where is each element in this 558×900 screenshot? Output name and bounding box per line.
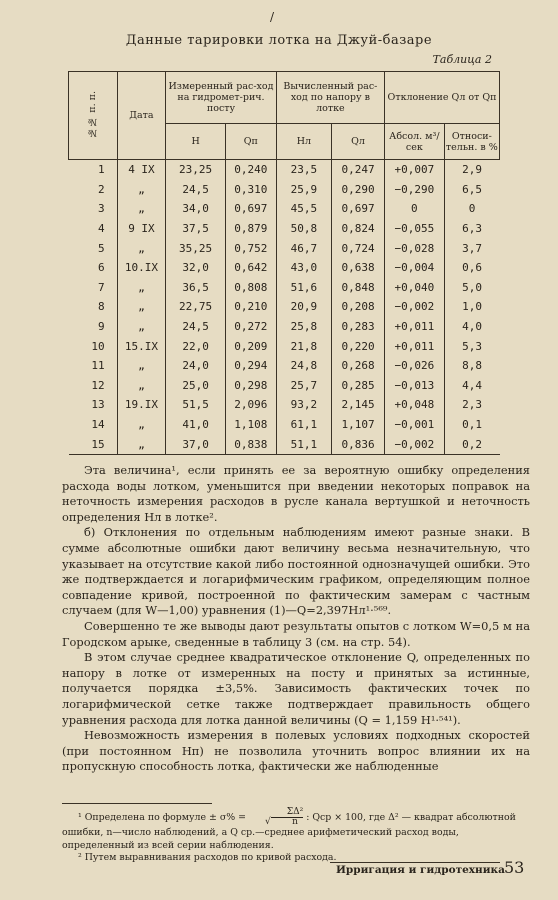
cell-Hl: 45,5 bbox=[276, 199, 331, 219]
table-label: Таблица 2 bbox=[432, 53, 492, 66]
cell-H: 41,0 bbox=[166, 415, 226, 435]
cell-rel: 0,1 bbox=[444, 415, 499, 435]
header-rel: Относи-тельн. в % bbox=[444, 124, 499, 160]
cell-n: 10 bbox=[91, 339, 105, 353]
cell-Hl: 20,9 bbox=[276, 297, 331, 317]
cell-Qp: 0,697 bbox=[225, 199, 276, 219]
cell-n: 3 bbox=[98, 202, 105, 216]
table-title: Данные тарировки лотка на Джуй-базаре bbox=[125, 33, 433, 48]
header-deviation: Отклонение Qл от Qп bbox=[385, 72, 500, 124]
header-date: Дата bbox=[117, 72, 166, 160]
cell-abs: −0,002 bbox=[385, 297, 445, 317]
formula-numerator: ΣΔ² bbox=[271, 808, 303, 818]
cell-Hl: 21,8 bbox=[276, 336, 331, 356]
footnote-1-start: ¹ Определена по формуле ± σ% = bbox=[78, 812, 246, 823]
cell-Hl: 61,1 bbox=[276, 415, 331, 435]
cell-Qp: 0,642 bbox=[225, 258, 276, 278]
cell-H: 22,0 bbox=[166, 336, 226, 356]
footnote-1 bbox=[62, 808, 530, 852]
cell-rel: 5,3 bbox=[444, 336, 499, 356]
cell-H: 23,25 bbox=[166, 160, 226, 180]
cell-H: 25,0 bbox=[166, 376, 226, 396]
paragraph: Совершенно те же выводы дают результаты опытов с лотком W=0,5 м на Городском арыке, сведенные в таблицу 3 (см. на стр. 54). bbox=[62, 618, 530, 649]
table-row bbox=[69, 336, 500, 356]
cell-abs: −0,013 bbox=[385, 376, 445, 396]
cell-Hl: 23,5 bbox=[276, 160, 331, 180]
cell-date: „ bbox=[117, 238, 166, 258]
table-body bbox=[69, 160, 500, 455]
cell-Hl: 25,8 bbox=[276, 317, 331, 337]
cell-H: 35,25 bbox=[166, 238, 226, 258]
cell-date: „ bbox=[117, 376, 166, 396]
cell-n: 2 bbox=[98, 182, 105, 196]
formula-denominator: n bbox=[292, 817, 298, 827]
cell-n: 9 bbox=[98, 320, 105, 334]
cell-Ql: 1,107 bbox=[332, 415, 385, 435]
cell-Hl: 50,8 bbox=[276, 219, 331, 239]
cell-rel: 6,5 bbox=[444, 180, 499, 200]
cell-H: 24,5 bbox=[166, 317, 226, 337]
table-row bbox=[69, 395, 500, 415]
cell-Ql: 0,697 bbox=[332, 199, 385, 219]
cell-date: 4 IX bbox=[117, 160, 166, 180]
cell-date: „ bbox=[117, 297, 166, 317]
cell-Ql: 0,268 bbox=[332, 356, 385, 376]
cell-H: 51,5 bbox=[166, 395, 226, 415]
cell-Qp: 0,240 bbox=[225, 160, 276, 180]
cell-abs: −0,001 bbox=[385, 415, 445, 435]
cell-abs: +0,007 bbox=[385, 160, 445, 180]
cell-Ql: 0,283 bbox=[332, 317, 385, 337]
cell-Qp: 0,209 bbox=[225, 336, 276, 356]
cell-rel: 4,0 bbox=[444, 317, 499, 337]
cell-abs: −0,002 bbox=[385, 434, 445, 454]
cell-Qp: 0,210 bbox=[225, 297, 276, 317]
cell-date: 19.IX bbox=[117, 395, 166, 415]
cell-Ql: 0,290 bbox=[332, 180, 385, 200]
header-measured: Измеренный рас-ход на гидромет-рич. посту bbox=[166, 72, 277, 124]
table-row bbox=[69, 180, 500, 200]
cell-Qp: 0,752 bbox=[225, 238, 276, 258]
cell-H: 24,0 bbox=[166, 356, 226, 376]
table-row bbox=[69, 258, 500, 278]
cell-date: „ bbox=[117, 180, 166, 200]
header-abs: Абсол. м³/сек bbox=[385, 124, 445, 160]
cell-Hl: 24,8 bbox=[276, 356, 331, 376]
cell-H: 36,5 bbox=[166, 278, 226, 298]
table-row bbox=[69, 297, 500, 317]
cell-abs: −0,004 bbox=[385, 258, 445, 278]
cell-Hl: 46,7 bbox=[276, 238, 331, 258]
cell-n: 11 bbox=[91, 359, 105, 373]
header-num: №№ п. п. bbox=[69, 72, 118, 160]
cell-Qp: 0,808 bbox=[225, 278, 276, 298]
cell-Hl: 25,9 bbox=[276, 180, 331, 200]
table-row bbox=[69, 278, 500, 298]
cell-n: 15 bbox=[69, 434, 118, 454]
cell-Qp: 0,838 bbox=[225, 434, 276, 454]
table-row bbox=[69, 199, 500, 219]
cell-rel: 0 bbox=[444, 199, 499, 219]
footnotes bbox=[62, 808, 530, 865]
data-table bbox=[68, 71, 500, 455]
cell-Ql: 0,220 bbox=[332, 336, 385, 356]
cell-n: 5 bbox=[98, 241, 105, 255]
cell-rel: 0,6 bbox=[444, 258, 499, 278]
cell-H: 34,0 bbox=[166, 199, 226, 219]
cell-n: 4 bbox=[98, 222, 105, 236]
cell-H: 37,5 bbox=[166, 219, 226, 239]
top-mark: / bbox=[270, 10, 275, 24]
table-row bbox=[69, 160, 500, 180]
cell-Hl: 43,0 bbox=[276, 258, 331, 278]
cell-Qp: 0,310 bbox=[225, 180, 276, 200]
cell-abs: −0,026 bbox=[385, 356, 445, 376]
cell-date: 15.IX bbox=[117, 336, 166, 356]
journal-name: Ирригация и гидротехника bbox=[336, 864, 505, 876]
cell-Qp: 0,294 bbox=[225, 356, 276, 376]
paragraph: Невозможность измерения в полевых условиях подходных скоростей (при постоянном Hп) не позволила уточнить вопрос влиянии их на пропускную способность лотка, фактически же наблюденные bbox=[62, 728, 530, 774]
cell-abs: +0,048 bbox=[385, 395, 445, 415]
cell-Ql: 0,848 bbox=[332, 278, 385, 298]
cell-Hl: 25,7 bbox=[276, 376, 331, 396]
cell-Ql: 0,208 bbox=[332, 297, 385, 317]
cell-date: „ bbox=[117, 199, 166, 219]
cell-rel: 0,2 bbox=[444, 434, 499, 454]
table-header bbox=[69, 72, 500, 160]
cell-Hl: 51,6 bbox=[276, 278, 331, 298]
cell-date: 9 IX bbox=[117, 219, 166, 239]
cell-Ql: 0,724 bbox=[332, 238, 385, 258]
cell-rel: 2,9 bbox=[444, 160, 499, 180]
header-computed: Вычисленный рас-ход по напору в лотке bbox=[276, 72, 384, 124]
cell-Ql: 0,285 bbox=[332, 376, 385, 396]
table-row bbox=[69, 376, 500, 396]
cell-Ql: 0,247 bbox=[332, 160, 385, 180]
body-text bbox=[62, 463, 530, 775]
cell-date: „ bbox=[117, 278, 166, 298]
cell-Qp: 1,108 bbox=[225, 415, 276, 435]
cell-Ql: 0,836 bbox=[332, 434, 385, 454]
footnote-divider bbox=[62, 803, 212, 804]
footnote-1-end: : Qср × 100, где Δ² — квадрат абсолютной ошибки, n—число наблюдений, а Q ср.—среднее арифметический расход воды, определенный из всей серии наблюдения. bbox=[62, 812, 516, 851]
cell-abs: −0,290 bbox=[385, 180, 445, 200]
table-row bbox=[69, 356, 500, 376]
cell-Qp: 0,272 bbox=[225, 317, 276, 337]
table-row bbox=[69, 238, 500, 258]
cell-abs: +0,011 bbox=[385, 317, 445, 337]
cell-date: „ bbox=[117, 317, 166, 337]
cell-rel: 2,3 bbox=[444, 395, 499, 415]
cell-date: 10.IX bbox=[117, 258, 166, 278]
cell-n: 13 bbox=[91, 398, 105, 412]
cell-H: 32,0 bbox=[166, 258, 226, 278]
paragraph: В этом случае среднее квадратическое отклонение Q, определенных по напору в лотке от измеренных на посту и принятых за истинные, получается порядка ±3,5%. Зависимость фактических точек по логарифмической сетке также подтверждает правильность общего уравнения расхода для лотка данной величины (Q = 1,159 H¹·⁵⁴¹). bbox=[62, 650, 530, 727]
footnote-2: ² Путем выравнивания расходов по кривой расхода. bbox=[78, 852, 337, 863]
cell-rel: 4,4 bbox=[444, 376, 499, 396]
page-number: 53 bbox=[504, 858, 525, 877]
cell-rel: 8,8 bbox=[444, 356, 499, 376]
cell-Ql: 0,638 bbox=[332, 258, 385, 278]
table-row bbox=[69, 219, 500, 239]
cell-Qp: 2,096 bbox=[225, 395, 276, 415]
cell-Qp: 0,879 bbox=[225, 219, 276, 239]
table-row bbox=[69, 317, 500, 337]
cell-n: 12 bbox=[91, 378, 105, 392]
cell-abs: 0 bbox=[385, 199, 445, 219]
cell-abs: −0,028 bbox=[385, 238, 445, 258]
cell-Ql: 0,824 bbox=[332, 219, 385, 239]
cell-Hl: 93,2 bbox=[276, 395, 331, 415]
header-qp: Qп bbox=[225, 124, 276, 160]
cell-date: „ bbox=[117, 415, 166, 435]
cell-H: 24,5 bbox=[166, 180, 226, 200]
journal-rule bbox=[330, 862, 500, 863]
cell-rel: 3,7 bbox=[444, 238, 499, 258]
cell-date: „ bbox=[117, 356, 166, 376]
cell-n: 1 bbox=[98, 163, 105, 177]
cell-abs: +0,040 bbox=[385, 278, 445, 298]
cell-Hl: 51,1 bbox=[276, 434, 331, 454]
table-row bbox=[69, 415, 500, 435]
cell-rel: 5,0 bbox=[444, 278, 499, 298]
cell-Qp: 0,298 bbox=[225, 376, 276, 396]
paragraph: б) Отклонения по отдельным наблюдениям имеют разные знаки. В сумме абсолютные ошибки дают величину весьма незначительную, что указывает на отсутствие какой либо постоянной однозначущей ошибки. Это же подтверждается и логарифмическим графиком, определяющим полное совпадение кривой, построенной по фактическим замерам с частным случаем (для W—1,00) уравнения (1)—Q=2,397Hл¹·⁵⁶⁹. bbox=[62, 525, 530, 618]
cell-n: 7 bbox=[98, 280, 105, 294]
header-hl: Hл bbox=[276, 124, 331, 160]
cell-n: 14 bbox=[91, 418, 105, 432]
cell-date: „ bbox=[117, 434, 166, 454]
paragraph: Эта величина¹, если принять ее за вероятную ошибку определения расхода воды лотком, уменьшится при введении некоторых поправок на неточность измерения расходов в русле канала вертушкой и неточность определения Hл в лотке². bbox=[62, 463, 530, 524]
footnote-formula: √ $\frac{\text{ΣΔ²}}{n}$ bbox=[264, 807, 304, 827]
cell-abs: +0,011 bbox=[385, 336, 445, 356]
cell-H: 22,75 bbox=[166, 297, 226, 317]
cell-H: 37,0 bbox=[166, 434, 226, 454]
header-ql: Qл bbox=[332, 124, 385, 160]
cell-n: 6 bbox=[98, 261, 105, 275]
cell-n: 8 bbox=[98, 300, 105, 314]
cell-rel: 6,3 bbox=[444, 219, 499, 239]
table-row bbox=[69, 434, 500, 454]
cell-abs: −0,055 bbox=[385, 219, 445, 239]
header-h: H bbox=[166, 124, 226, 160]
cell-Ql: 2,145 bbox=[332, 395, 385, 415]
cell-rel: 1,0 bbox=[444, 297, 499, 317]
